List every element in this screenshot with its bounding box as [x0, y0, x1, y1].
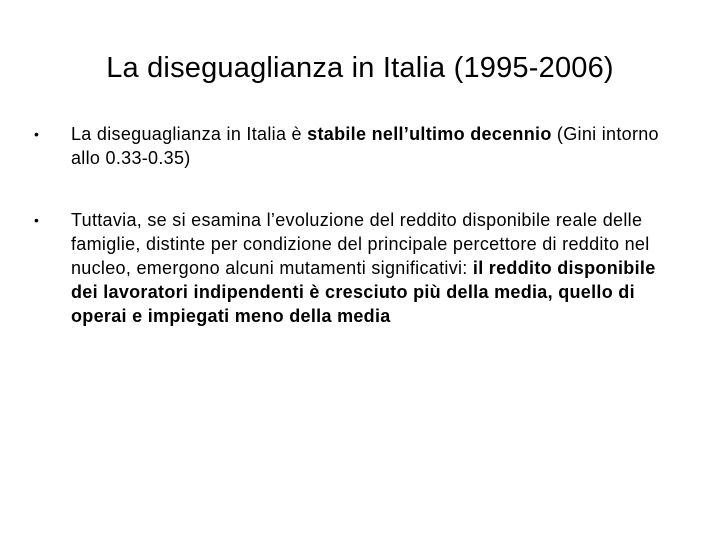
bullet-item	[34, 122, 684, 170]
bullet-icon: •	[34, 126, 40, 142]
bullet-text-bold: stabile nell’ultimo decennio	[307, 124, 552, 144]
bullet-list	[34, 122, 684, 328]
bullet-text-plain: Tuttavia, se si esamina l’evoluzione del reddito disponibile reale delle famiglie, distinte per condizione del principale percettore di reddito nel nucleo, emergono alcuni mutamenti significativi:	[71, 210, 650, 278]
bullet-text-plain: (Gini intorno allo 0.33-0.35)	[71, 124, 659, 168]
bullet-text-plain: La diseguaglianza in Italia è	[71, 124, 308, 144]
slide-title: La diseguaglianza in Italia (1995-2006)	[106, 52, 614, 84]
bullet-text-bold: il reddito disponibile dei lavoratori indipendenti è cresciuto più della media, quello di operai e impiegati meno della media	[71, 258, 656, 326]
bullet-item	[34, 208, 684, 328]
bullet-icon: •	[34, 212, 40, 228]
